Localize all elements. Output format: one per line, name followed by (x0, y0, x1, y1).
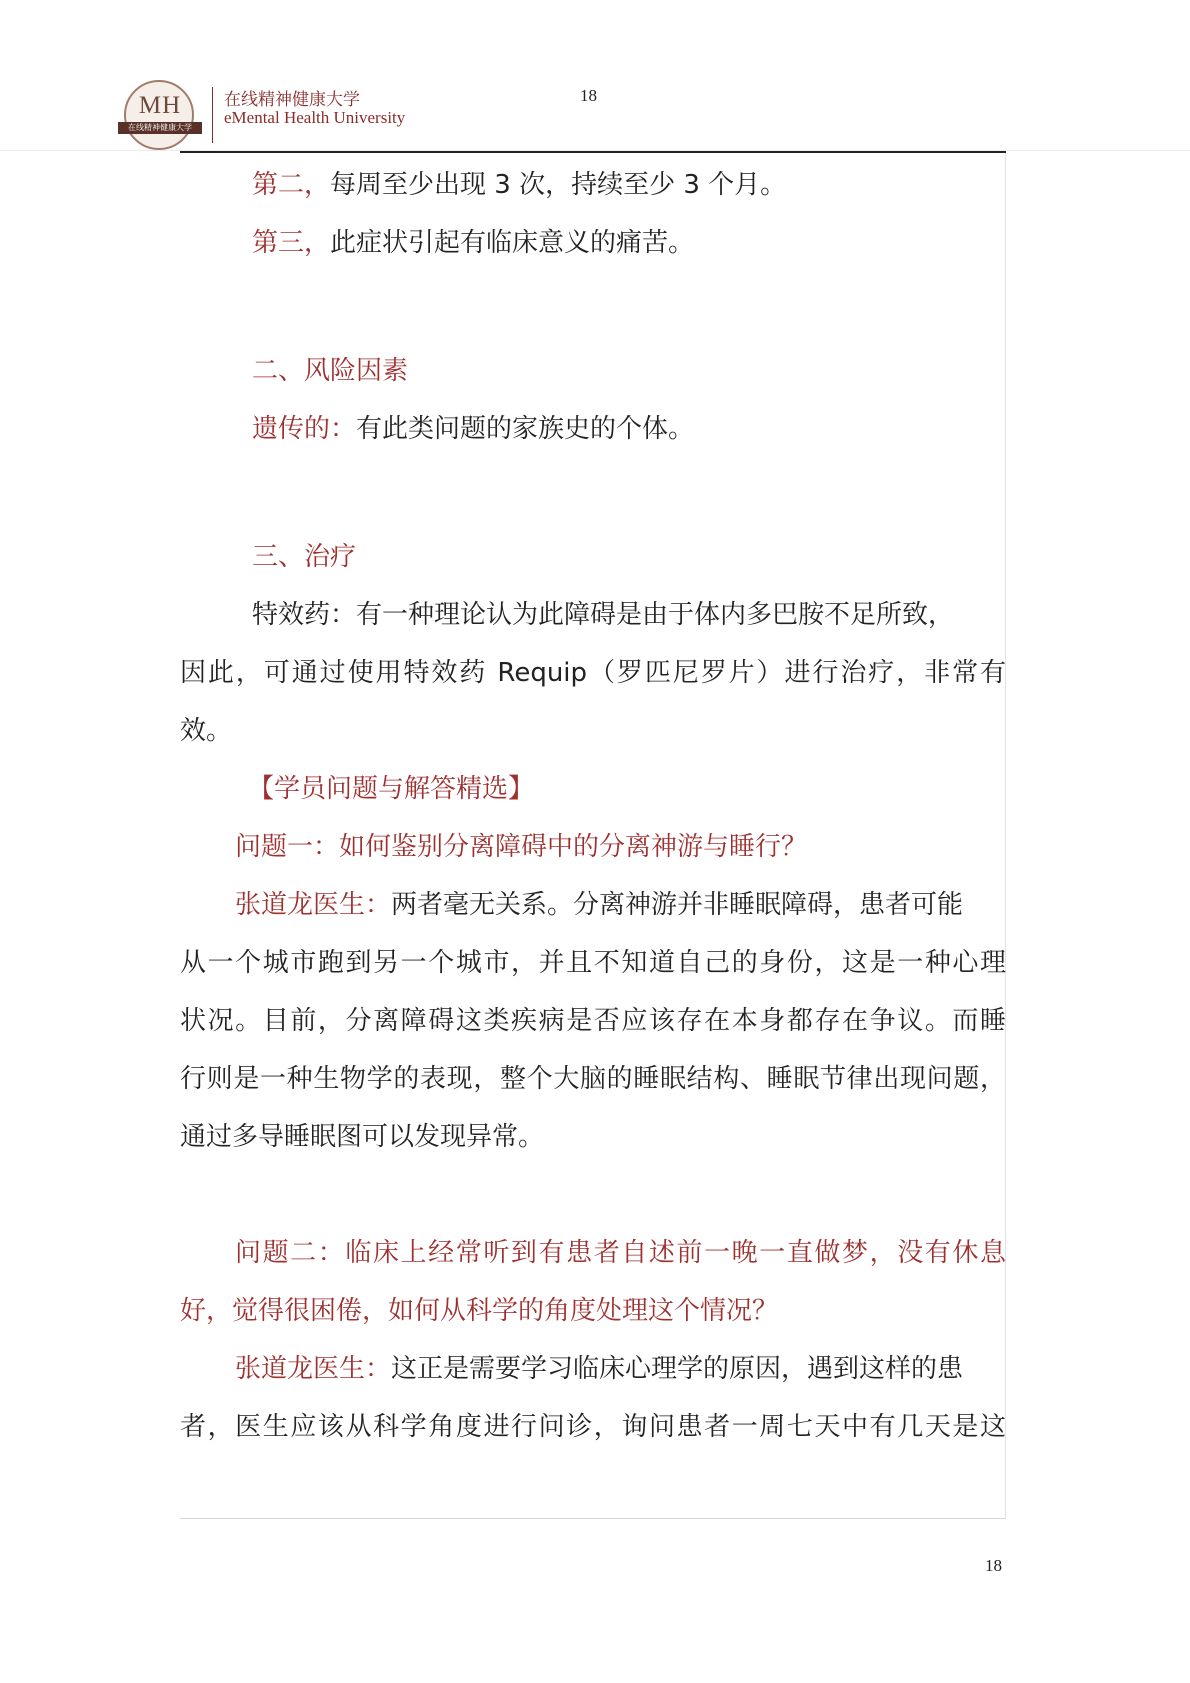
header-divider (212, 87, 213, 143)
answer-2-text-1: 这正是需要学习临床心理学的原因，遇到这样的患 (391, 1354, 964, 1384)
treatment-line-1: 特效药：有一种理论认为此障碍是由于体内多巴胺不足所致， (252, 600, 955, 630)
criterion-3-text: 此症状引起有临床意义的痛苦。 (330, 228, 695, 258)
university-logo (118, 80, 202, 150)
section-heading-risk-factors: 二、风险因素 (252, 356, 409, 386)
question-2-line-2: 好，觉得很困倦，如何从科学的角度处理这个情况？ (180, 1296, 779, 1326)
genetic-label: 遗传的： (252, 414, 357, 444)
header-page-number: 18 (580, 86, 597, 105)
paragraph-criterion-3 (180, 226, 1006, 260)
treatment-line-3: 效。 (180, 716, 233, 746)
org-name-english: eMental Health University (224, 108, 406, 127)
answer-2-label: 张道龙医生： (235, 1354, 392, 1384)
answer-1-line-2: 从一个城市跑到另一个城市，并且不知道自己的身份，这是一种心理 (180, 948, 1006, 978)
answer-2-line-2: 者，医生应该从科学角度进行问诊，询问患者一周七天中有几天是这 (180, 1412, 1006, 1442)
answer-1-label: 张道龙医生： (235, 890, 392, 920)
section-heading-treatment: 三、治疗 (252, 542, 357, 572)
answer-1-text-1: 两者毫无关系。分离神游并非睡眠障碍，患者可能 (391, 890, 964, 920)
qa-section-title: 【学员问题与解答精选】 (248, 774, 535, 804)
page-header (0, 0, 1190, 160)
org-name-chinese: 在线精神健康大学 (224, 90, 360, 109)
logo-band: 在线精神健康大学 (118, 122, 202, 134)
answer-1-line-4: 行则是一种生物学的表现，整个大脑的睡眠结构、睡眠节律出现问题， (180, 1064, 1006, 1094)
genetic-text: 有此类问题的家族史的个体。 (356, 414, 695, 444)
logo-mh-text: MH (138, 92, 182, 119)
paragraph-criterion-2 (180, 168, 1006, 202)
answer-1-line-1 (180, 888, 1006, 922)
question-1: 问题一：如何鉴别分离障碍中的分离神游与睡行？ (235, 832, 808, 862)
criterion-3-label: 第三， (252, 228, 331, 258)
criterion-2-label: 第二， (252, 170, 331, 200)
paragraph-genetic (180, 412, 1006, 446)
answer-1-line-5: 通过多导睡眠图可以发现异常。 (180, 1122, 545, 1152)
criterion-2-text: 每周至少出现 3 次，持续至少 3 个月。 (330, 170, 787, 200)
question-2-line-1: 问题二：临床上经常听到有患者自述前一晚一直做梦，没有休息 (235, 1238, 1006, 1268)
footer-page-number: 18 (985, 1556, 1002, 1575)
treatment-line-2: 因此，可通过使用特效药 Requip（罗匹尼罗片）进行治疗，非常有 (180, 658, 1006, 688)
answer-1-line-3: 状况。目前，分离障碍这类疾病是否应该存在本身都存在争议。而睡 (180, 1006, 1006, 1036)
header-rule (180, 151, 1006, 153)
footer-rule (180, 1518, 1006, 1519)
answer-2-line-1 (180, 1352, 1006, 1386)
